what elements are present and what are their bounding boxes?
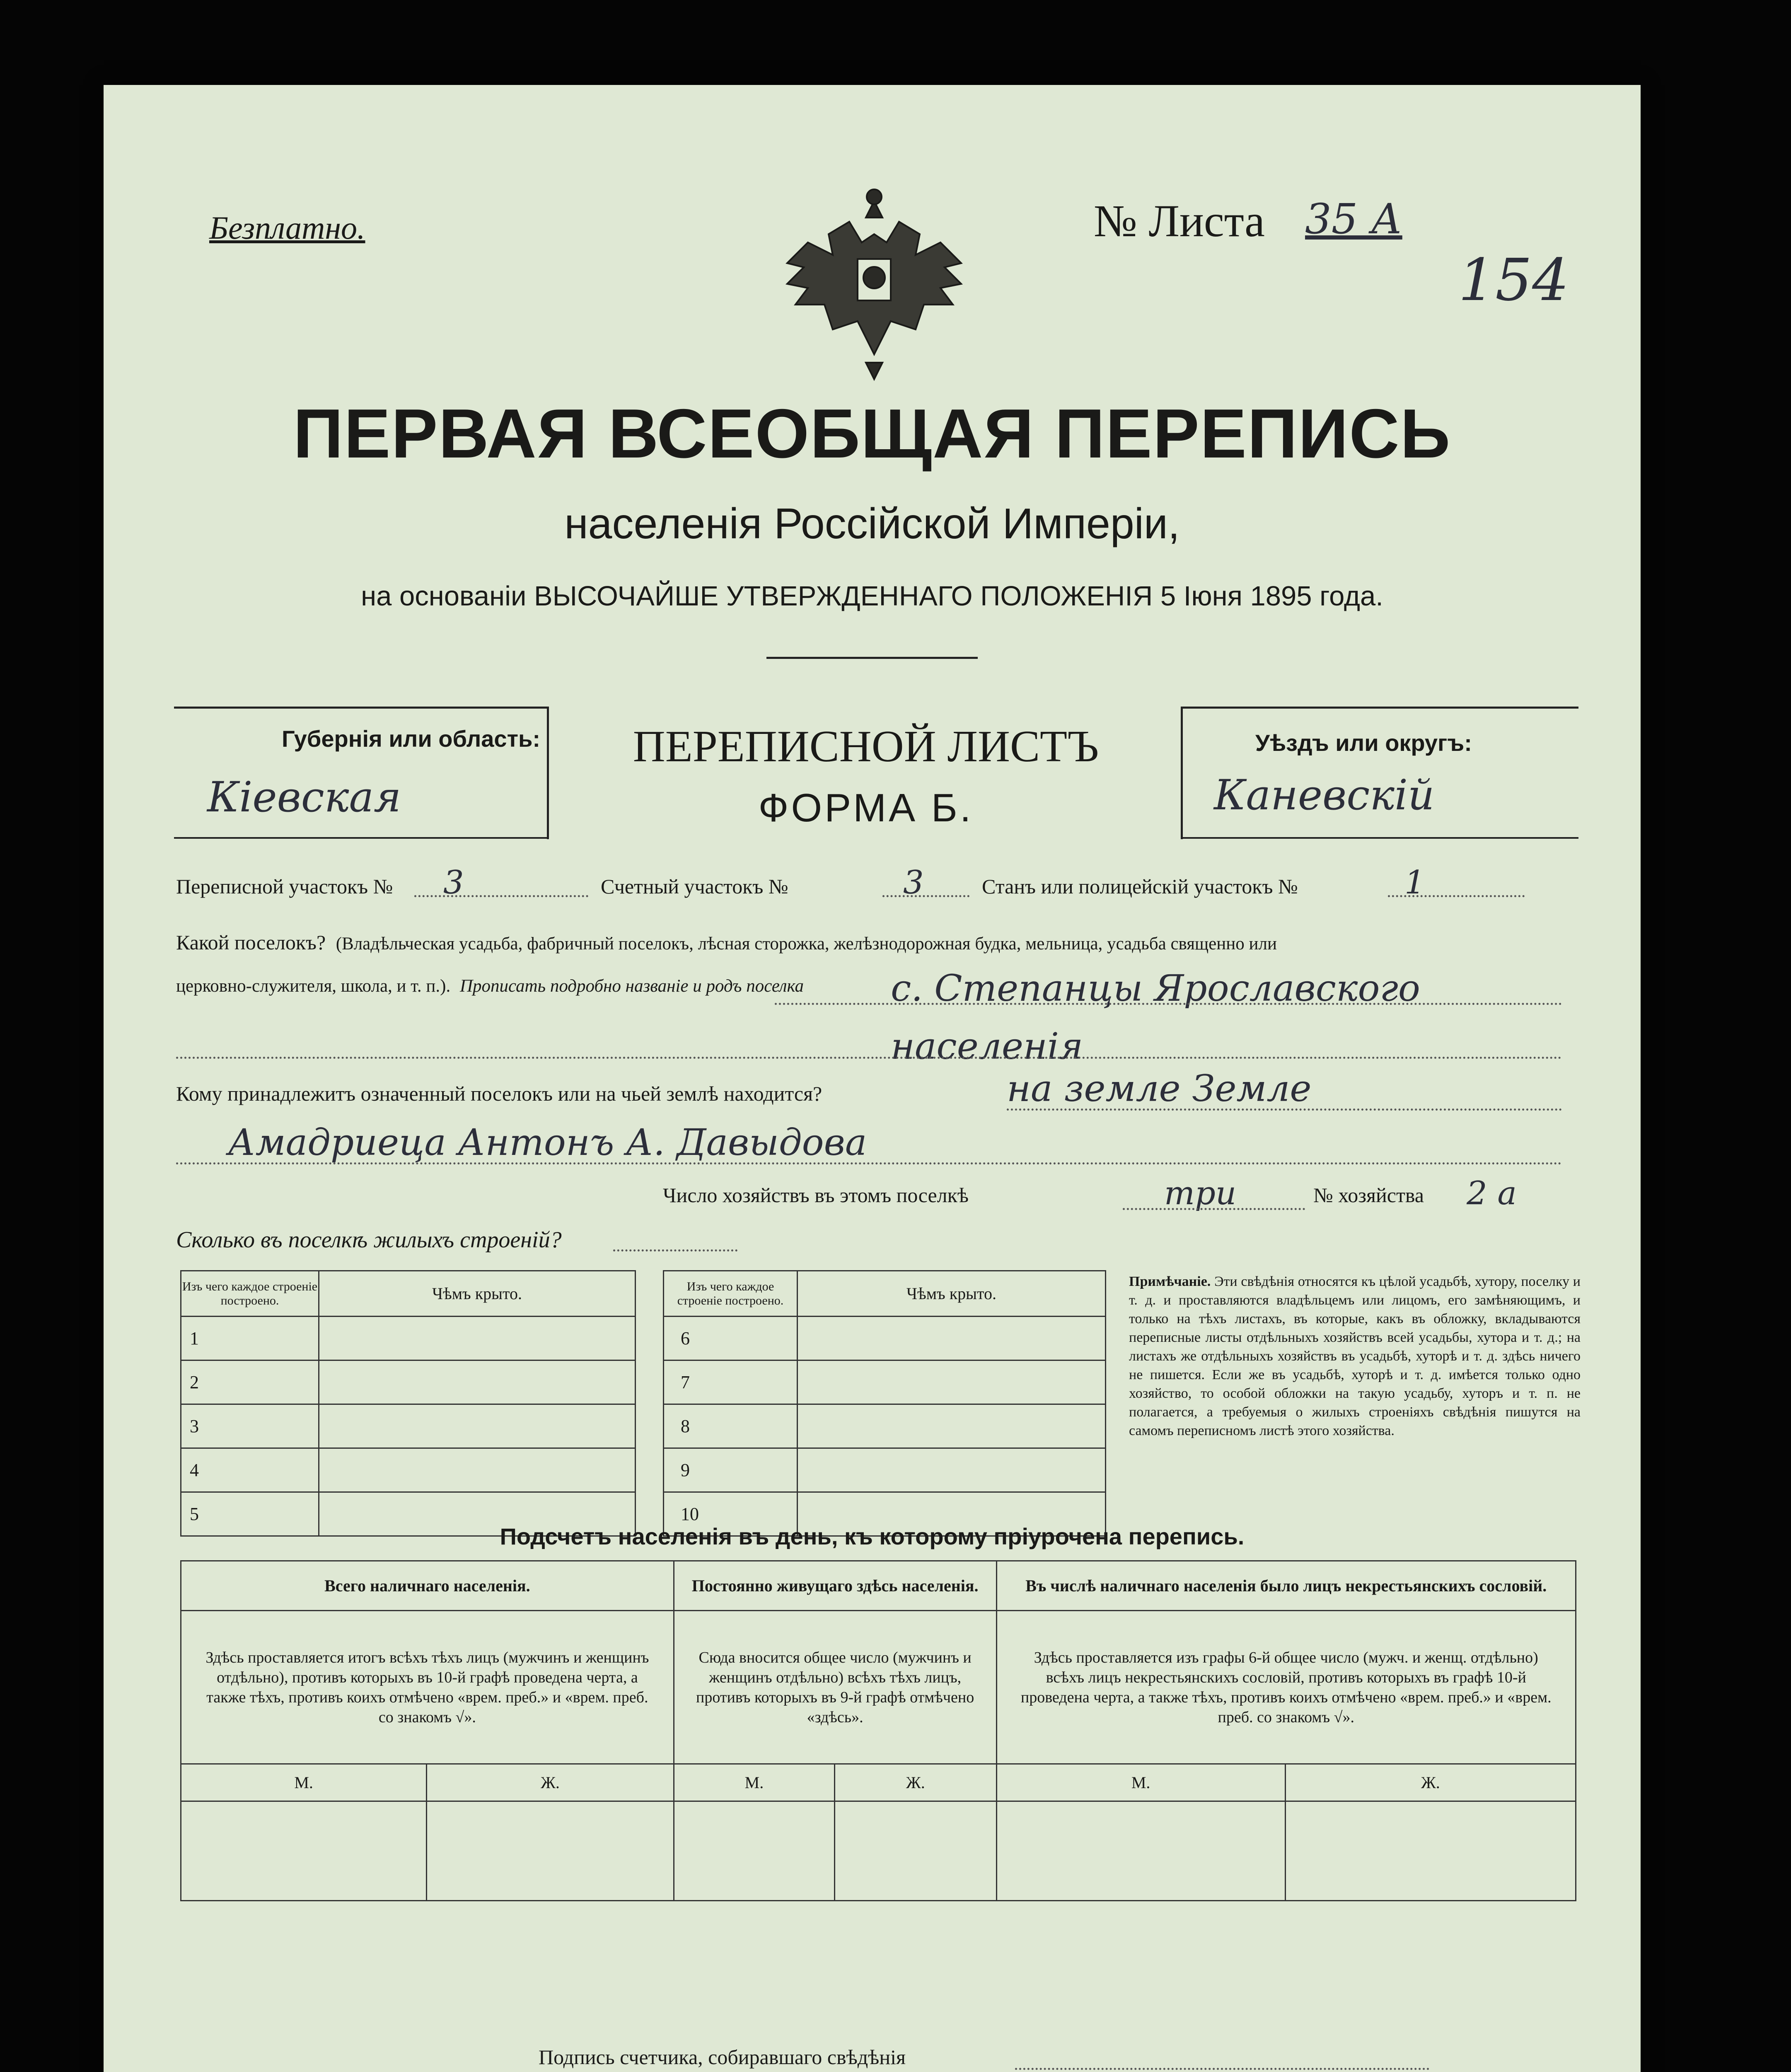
building-row: 7	[664, 1360, 798, 1404]
signature-dotline	[1015, 2068, 1429, 2070]
police-area-dotline	[1388, 895, 1525, 897]
male-header: М.	[181, 1764, 427, 1801]
roof-cell	[798, 1317, 1106, 1360]
sheet-number-label: № Листа	[1094, 196, 1265, 246]
owner-value: на земле Земле	[1007, 1067, 1312, 1110]
census-subtitle: населенія Россійской Имперіи,	[564, 500, 1180, 548]
sheet-number-value: 35 А	[1305, 195, 1402, 243]
buildings-table-right	[663, 1270, 1106, 1537]
total-female-cell	[427, 1801, 674, 1901]
building-row: 8	[664, 1404, 798, 1448]
total-population-explanation: Здѣсь проставляется итогъ всѣхъ тѣхъ лицъ (мужчинъ и женщинъ отдѣльно), противъ которыхъ въ 10-й графѣ проведена черта, а также тѣхъ, противъ коихъ отмѣчено «врем. преб.» и «врем. преб. со знакомъ √».	[181, 1611, 674, 1764]
female-header: Ж.	[1285, 1764, 1576, 1801]
household-number-value: 2 а	[1467, 1175, 1517, 1212]
district-value: Каневскій	[1214, 771, 1435, 819]
permanent-male-cell	[674, 1801, 834, 1901]
district-label: Уѣздъ или округъ:	[1255, 730, 1472, 756]
note-block	[1129, 1272, 1581, 1440]
settlement-hint-3: Прописать подробно названіе и родъ поселка	[459, 976, 804, 996]
census-area-label: Переписной участокъ №	[176, 875, 393, 898]
list-title: ПЕРЕПИСНОЙ ЛИСТЪ	[633, 722, 1099, 771]
settlement-hint: (Владѣльческая усадьба, фабричный поселокъ, лѣсная сторожка, желѣзнодорожная будка, мельница, усадьба священно или	[336, 934, 1277, 954]
households-value: три	[1164, 1175, 1237, 1212]
buildings-dotline	[613, 1249, 737, 1251]
non-peasant-explanation: Здѣсь проставляется изъ графы 6-й общее число (мужч. и женщ. отдѣльно) всѣхъ лицъ некрестьянскихъ сословій, противъ которыхъ въ графѣ 10-й проведена черта, а также тѣхъ, противъ коихъ отмѣчено «врем. преб.» и «врем. преб. со знакомъ √».	[996, 1611, 1576, 1764]
col-total-population: Всего наличнаго населенія.	[181, 1561, 674, 1611]
province-label: Губернія или область:	[282, 726, 541, 752]
census-title: ПЕРВАЯ ВСЕОБЩАЯ ПЕРЕПИСЬ	[293, 395, 1451, 472]
building-row: 5	[181, 1492, 319, 1536]
col-building: Изъ чего каждое строеніе построено.	[181, 1271, 319, 1317]
permanent-female-cell	[835, 1801, 996, 1901]
roof-cell	[319, 1317, 636, 1360]
building-row: 6	[664, 1317, 798, 1360]
census-area-dotline	[414, 895, 588, 897]
counting-area-dotline	[882, 895, 969, 897]
free-label: Безплатно.	[209, 210, 365, 246]
district-underline	[1181, 837, 1578, 839]
census-area-value: 3	[443, 864, 464, 901]
settlement-label: Какой поселокъ?	[176, 931, 326, 954]
handwritten-archive-number: 154	[1458, 247, 1569, 314]
form-name: ФОРМА Б.	[758, 786, 974, 830]
province-box-side	[547, 707, 549, 839]
district-box-top	[1181, 707, 1578, 709]
building-row: 1	[181, 1317, 319, 1360]
police-area-label: Станъ или полицейскій участокъ №	[982, 875, 1298, 898]
building-row: 3	[181, 1404, 319, 1448]
note-text: Эти свѣдѣнія относятся къ цѣлой усадьбѣ, хутору, поселку и т. д. и проставляются владѣльцемъ или лицомъ, его замѣняющимъ, и только на тѣхъ листахъ, въ которые, какъ въ обложку, вкладываются переписные листы отдѣльныхъ хозяйствъ всей усадьбы, хутора и т. д.; на листахъ же отдѣльныхъ хозяйствъ въ усадьбѣ, хуторѣ и т. д. здѣсь ничего не пишется. Если же въ усадьбѣ, хуторѣ и т. д. имѣется только одно хозяйство, то особой обложки на такую усадьбу, хуторъ и т. п. не полагается, а требуемыя о жилыхъ строеніяхъ свѣдѣнія пишутся на самомъ переписномъ листѣ этого хозяйства.	[1129, 1274, 1581, 1438]
male-header: М.	[996, 1764, 1285, 1801]
owner-label: Кому принадлежитъ означенный поселокъ или на чьей землѣ находится?	[176, 1082, 822, 1105]
households-dotline	[1123, 1208, 1305, 1210]
settlement-hint-2: церковно-служителя, школа, и т. п.).	[176, 976, 451, 996]
household-number-label: № хозяйства	[1313, 1184, 1424, 1207]
owner-dotline	[1007, 1109, 1562, 1111]
signature-label: Подпись счетчика, собиравшаго свѣдѣнія	[539, 2045, 906, 2069]
province-value: Кіевская	[207, 773, 401, 821]
male-header: М.	[674, 1764, 834, 1801]
roof-cell	[319, 1448, 636, 1492]
roof-cell	[798, 1360, 1106, 1404]
counting-area-value: 3	[903, 864, 924, 901]
note-heading: Примѣчаніе.	[1129, 1274, 1211, 1289]
col-permanent-population: Постоянно живущаго здѣсь населенія.	[674, 1561, 996, 1611]
building-row: 10	[664, 1492, 798, 1536]
settlement-dotline-2	[176, 1057, 1562, 1059]
census-sheet	[104, 85, 1641, 2072]
buildings-label: Сколько въ поселкѣ жилыхъ строеній?	[176, 1227, 562, 1253]
non-peasant-female-cell	[1285, 1801, 1576, 1901]
double-headed-eagle-emblem	[766, 172, 982, 387]
building-row: 2	[181, 1360, 319, 1404]
census-basis: на основаніи ВЫСОЧАЙШЕ УТВЕРЖДЕННАГО ПОЛОЖЕНІЯ 5 Іюня 1895 года.	[361, 581, 1383, 612]
non-peasant-male-cell	[996, 1801, 1285, 1901]
province-box-top	[174, 707, 549, 709]
col-roof: Чѣмъ крыто.	[319, 1271, 636, 1317]
population-heading: Подсчетъ населенія въ день, къ которому пріурочена перепись.	[500, 1523, 1245, 1549]
owner-value-2: Амадриеца Антонъ А. Давыдова	[228, 1121, 867, 1164]
district-box-side	[1181, 707, 1183, 839]
total-male-cell	[181, 1801, 427, 1901]
population-table	[180, 1560, 1576, 1901]
roof-cell	[798, 1448, 1106, 1492]
roof-cell	[319, 1360, 636, 1404]
building-row: 9	[664, 1448, 798, 1492]
counting-area-label: Счетный участокъ №	[601, 875, 788, 898]
col-building: Изъ чего каждое строеніе построено.	[664, 1271, 798, 1317]
col-roof: Чѣмъ крыто.	[798, 1271, 1106, 1317]
households-label: Число хозяйствъ въ этомъ поселкѣ	[663, 1184, 969, 1207]
building-row: 4	[181, 1448, 319, 1492]
female-header: Ж.	[835, 1764, 996, 1801]
settlement-dotline	[775, 1003, 1562, 1005]
col-non-peasant: Въ числѣ наличнаго населенія было лицъ некрестьянскихъ сословій.	[996, 1561, 1576, 1611]
owner-dotline-2	[176, 1162, 1562, 1164]
roof-cell	[319, 1404, 636, 1448]
permanent-population-explanation: Сюда вносится общее число (мужчинъ и женщинъ отдѣльно) всѣхъ тѣхъ лицъ, противъ которыхъ въ 9-й графѣ отмѣчено «здѣсь».	[674, 1611, 996, 1764]
province-underline	[174, 837, 549, 839]
buildings-table-left	[180, 1270, 636, 1537]
title-divider	[766, 657, 978, 659]
settlement-value: с. Степанцы Ярославского населенія	[891, 967, 1420, 1067]
roof-cell	[798, 1404, 1106, 1448]
female-header: Ж.	[427, 1764, 674, 1801]
police-area-value: 1	[1404, 864, 1425, 901]
